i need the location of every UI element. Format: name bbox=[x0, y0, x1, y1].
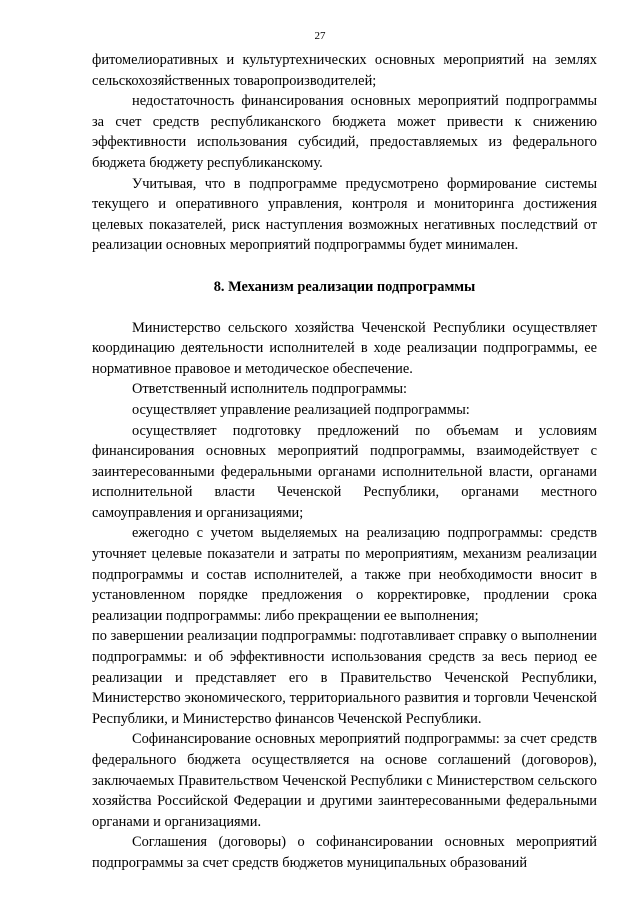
paragraph: Соглашения (договоры) о софинансировании основных мероприятий подпрограммы за счет средств бюджетов муниципальных образований bbox=[92, 834, 597, 871]
paragraph: Учитывая, что в подпрограмме предусмотрено формирование системы текущего и оперативного управления, контроля и мониторинга достижения целевых показателей, риск наступления возможных негативных последствий от реализации основных мероприятий подпрограммы будет минимален. bbox=[92, 175, 597, 254]
mechanism-section bbox=[92, 318, 597, 874]
paragraph: недостаточность финансирования основных мероприятий подпрограммы за счет средств республиканского бюджета может привести к снижению эффективности использования субсидий, предоставляемых из федерального бюджета бюджету республиканскому. bbox=[92, 93, 597, 171]
paragraph: осуществляет подготовку предложений по объемам и условиям финансирования основных мероприятий подпрограммы, взаимодействует с заинтересованными федеральными органами исполнительной власти, органами исполнительной власти Чеченской Республики, органами местного самоуправления и организациями; bbox=[92, 422, 597, 521]
page-number: 27 bbox=[314, 30, 326, 42]
risk-section-tail bbox=[92, 50, 597, 256]
paragraph: фитомелиоративных и культуртехнических основных мероприятий на землях сельскохозяйственных товаропроизводителей; bbox=[92, 52, 597, 89]
paragraph: по завершении реализации подпрограммы: подготавливает справку о выполнении подпрограммы: и об эффективности использования средств за весь период ее реализации и представляет его в Правительство Чеченской Республики, Министерство экономического, территориального развития и торговли Чеченской Республики, и Министерство финансов Чеченской Республики. bbox=[92, 628, 597, 727]
paragraph: Софинансирование основных мероприятий подпрограммы: за счет средств федерального бюджета осуществляется на основе соглашений (договоров), заключаемых Правительством Чеченской Республики с Министерством сельского хозяйства Российской Федерации и другими заинтересованными федеральными органами и организациями. bbox=[92, 731, 597, 830]
paragraph: Ответственный исполнитель подпрограммы: bbox=[132, 381, 408, 398]
document-body bbox=[92, 50, 597, 874]
section-heading: 8. Механизм реализации подпрограммы bbox=[213, 278, 476, 295]
paragraph: Министерство сельского хозяйства Чеченской Республики осуществляет координацию деятельности исполнителей в ходе реализации подпрограммы, ее нормативное правовое и методическое обеспечение. bbox=[92, 319, 597, 377]
paragraph: осуществляет управление реализацией подпрограммы: bbox=[132, 401, 470, 418]
paragraph: ежегодно с учетом выделяемых на реализацию подпрограммы: средств уточняет целевые показатели и затраты по мероприятиям, механизм реализации подпрограммы и состав исполнителей, а также при необходимости вносит в установленном порядке предложения о корректировке, продлении срока реализации подпрограммы: либо прекращении ее выполнения; bbox=[92, 525, 597, 624]
